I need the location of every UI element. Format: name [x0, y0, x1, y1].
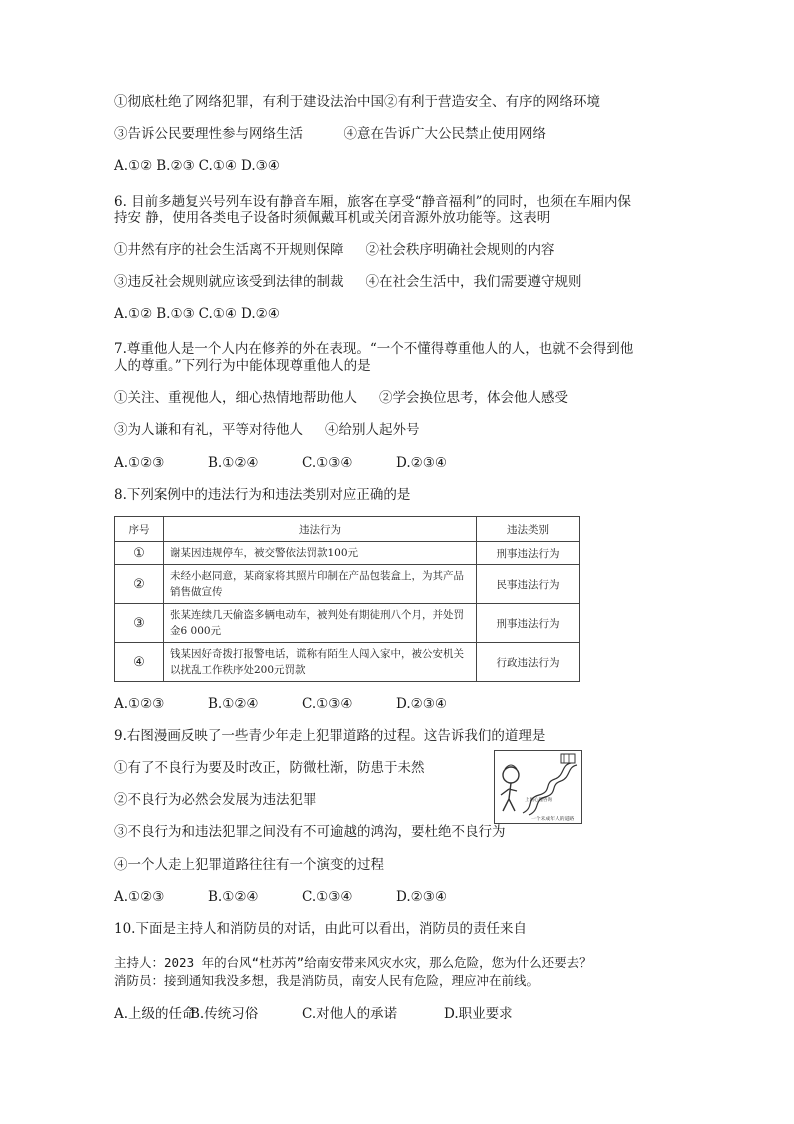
- q6-statements-row-1: [114, 241, 555, 259]
- q9-statement-1: ①有了不良行为要及时改正，防微杜渐，防患于未然: [114, 760, 425, 776]
- option-c: C.对他人的承诺: [302, 1006, 398, 1022]
- table-header-row: [115, 517, 580, 542]
- row-number: ①: [115, 542, 164, 565]
- q9-statement-3: ③不良行为和违法犯罪之间没有不可逾越的鸿沟，要杜绝不良行为: [114, 824, 506, 840]
- row-category: 刑事违法行为: [477, 542, 580, 565]
- option-a: A.①②: [114, 158, 153, 174]
- violation-table: [114, 516, 580, 682]
- row-category: 行政违法行为: [477, 643, 580, 682]
- q6-stem-line-1: 6. 目前多趟复兴号列车设有静音车厢，旅客在享受“静音福利”的同时，也须在车厢内保: [114, 194, 631, 210]
- row-number: ②: [115, 565, 164, 604]
- option-a: A.①②③: [114, 455, 165, 471]
- q7-statement-1: ①关注、重视他人，细心热情地帮助他人: [114, 390, 357, 406]
- option-d: D.职业要求: [444, 1006, 513, 1022]
- q6-options: [114, 305, 284, 323]
- q7-options: [114, 454, 490, 472]
- row-act: 钱某因好奇拨打报警电话，谎称有陌生人闯入家中，被公安机关以扰乱工作秩序处200元罚款: [164, 643, 477, 682]
- option-d: D.②③④: [396, 696, 447, 712]
- option-d: D.③④: [241, 158, 280, 174]
- option-a: A.①②③: [114, 889, 165, 905]
- comic-road-label: 上网心理咨询: [525, 798, 552, 803]
- q10-stem: 10.下面是主持人和消防员的对话，由此可以看出，消防员的责任来自: [114, 921, 527, 937]
- q6-statement-4: ④在社会生活中，我们需要遵守规则: [365, 274, 582, 290]
- dialog-host: 主持人：2023 年的台风“杜苏芮”给南安带来风灾水灾，那么危险，您为什么还要去？: [114, 955, 592, 970]
- q8-stem: 8.下列案例中的违法行为和违法类别对应正确的是: [114, 487, 411, 503]
- q7-stem-line-1: 7.尊重他人是一个人内在修养的外在表现。“一个不懂得尊重他人的人，也就不会得到他: [114, 341, 634, 357]
- row-act: 张某连续几天偷盗多辆电动车，被判处有期徒刑八个月，并处罚金6 000元: [164, 604, 477, 643]
- header-act: 违法行为: [164, 517, 477, 542]
- q7-statement-3: ③为人谦和有礼，平等对待他人: [114, 422, 303, 438]
- row-act: 谢某因违规停车，被交警依法罚款100元: [164, 542, 477, 565]
- option-b: B.传统习俗: [190, 1006, 259, 1022]
- option-c: C.①③④: [302, 455, 353, 471]
- option-c: C.①④: [198, 306, 238, 322]
- table-row: [115, 542, 580, 565]
- option-b: B.①②④: [208, 696, 259, 712]
- q7-statements-row-1: [114, 389, 568, 407]
- option-d: D.②④: [241, 306, 280, 322]
- q7-statement-4: ④给别人起外号: [325, 422, 420, 438]
- option-b: B.①②④: [208, 889, 259, 905]
- q7-statements-row-2: [114, 421, 420, 439]
- option-c: C.①④: [198, 158, 238, 174]
- q7-statement-2: ②学会换位思考，体会他人感受: [379, 390, 568, 406]
- q9-options: [114, 888, 490, 906]
- table-row: [115, 565, 580, 604]
- prev-options: [114, 157, 284, 175]
- q7-stem-line-2: 人的尊重。”下列行为中能体现尊重他人的是: [114, 358, 371, 374]
- q9-statement-2: ②不良行为必然会发展为违法犯罪: [114, 792, 317, 808]
- q6-stem-line-2: 持安 静，使用各类电子设备时须佩戴耳机或关闭音源外放功能等。这表明: [114, 210, 551, 226]
- q6-statements-row-2: [114, 273, 582, 291]
- table-row: [115, 604, 580, 643]
- row-number: ③: [115, 604, 164, 643]
- row-category: 民事违法行为: [477, 565, 580, 604]
- dialog-firefighter: 消防员：接到通知我没多想，我是消防员，南安人民有危险，理应冲在前线。: [114, 973, 540, 988]
- option-a: A.上级的任命: [114, 1006, 196, 1022]
- comic-drawing: [495, 751, 581, 823]
- option-d: D.②③④: [396, 455, 447, 471]
- q9-stem: 9.右图漫画反映了一些青少年走上犯罪道路的过程。这告诉我们的道理是: [114, 728, 546, 744]
- q8-options: [114, 695, 490, 713]
- option-b: B.①②④: [208, 455, 259, 471]
- prev-statement-line-1: ①彻底杜绝了网络犯罪，有利于建设法治中国②有利于营造安全、有序的网络环境: [114, 94, 600, 110]
- comic-illustration: [494, 750, 582, 824]
- q6-statement-1: ①井然有序的社会生活离不开规则保障: [114, 242, 344, 258]
- header-category: 违法类别: [477, 517, 580, 542]
- option-a: A.①②: [114, 306, 153, 322]
- option-c: C.①③④: [302, 889, 353, 905]
- table-row: [115, 643, 580, 682]
- q6-statement-3: ③违反社会规则就应该受到法律的制裁: [114, 274, 344, 290]
- row-number: ④: [115, 643, 164, 682]
- prev-statement-line-2: ③告诉公民要理性参与网络生活 ④意在告诉广大公民禁止使用网络: [114, 126, 546, 142]
- header-number: 序号: [115, 517, 164, 542]
- comic-caption: 一个未成年人的道路: [531, 817, 575, 822]
- option-b: B.②③: [156, 158, 195, 174]
- row-category: 刑事违法行为: [477, 604, 580, 643]
- q6-statement-2: ②社会秩序明确社会规则的内容: [365, 242, 555, 258]
- option-d: D.②③④: [396, 889, 447, 905]
- option-c: C.①③④: [302, 696, 353, 712]
- q10-options: [114, 1005, 517, 1023]
- row-act: 未经小赵同意，某商家将其照片印制在产品包装盒上，为其产品销售做宣传: [164, 565, 477, 604]
- q9-statement-4: ④一个人走上犯罪道路往往有一个演变的过程: [114, 857, 384, 873]
- option-b: B.①③: [156, 306, 195, 322]
- option-a: A.①②③: [114, 696, 165, 712]
